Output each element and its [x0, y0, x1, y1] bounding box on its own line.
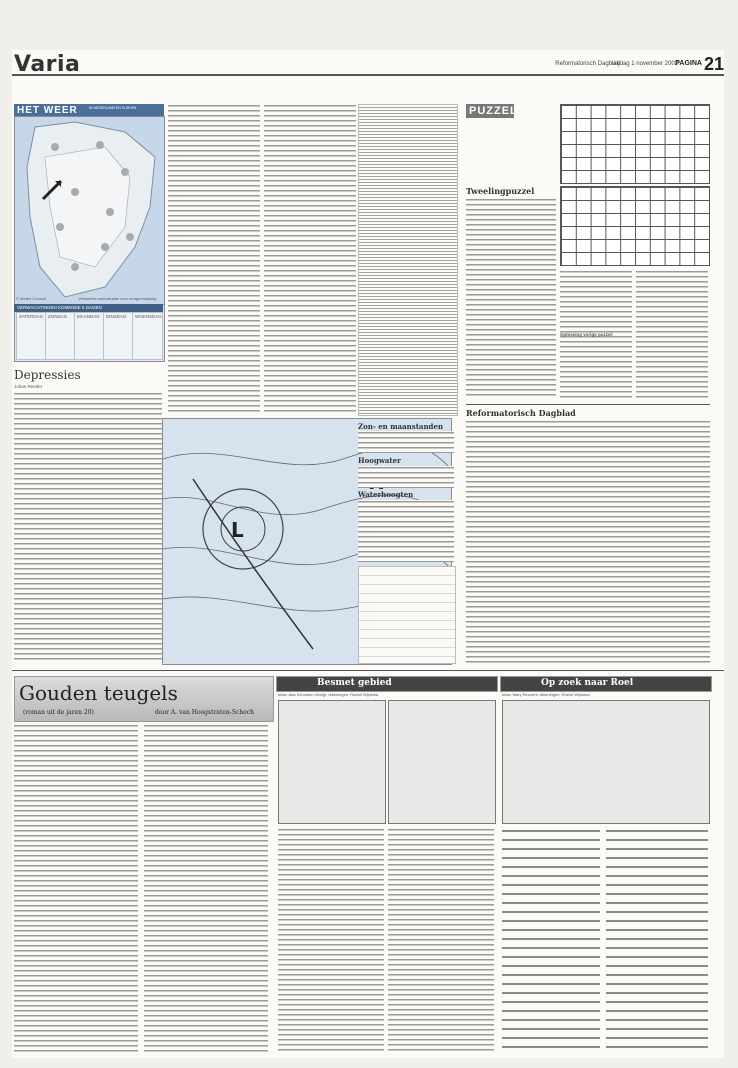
- map-credit: © Meteo Consult: [16, 296, 46, 301]
- besmet-gebied-banner: [276, 676, 498, 692]
- publication-name: Reformatorisch Dagblad: [555, 61, 620, 67]
- puzzle-banner: [466, 104, 518, 118]
- waterhoogten-title: Waterhoogten: [358, 490, 414, 499]
- page-label: PAGINA: [675, 60, 702, 67]
- weather-column-2: [264, 104, 356, 414]
- weather-column-1: [168, 104, 260, 414]
- gouden-teugels-title: Gouden teugels: [19, 681, 178, 705]
- forecast-day-label: ZATERDAG: [19, 314, 44, 319]
- netherlands-weather-map: [14, 116, 165, 305]
- weather-title: HET WEER: [17, 105, 78, 116]
- zon-title: Zon- en maanstanden: [358, 422, 443, 431]
- weather-legend: [358, 566, 456, 664]
- puzzle-grid-1: [560, 104, 710, 184]
- puzzle-clues-1: [466, 198, 556, 398]
- section-title: Varia: [14, 52, 81, 77]
- forecast-day: [132, 312, 163, 360]
- besmet-gebied-credits: tekst: Ada Schouten-Verrijp; tekeningen: Roelof Wijnsma: [278, 692, 379, 697]
- comic-panel-3: [502, 700, 710, 824]
- forecast-day-label: WOENSDAG: [135, 314, 162, 319]
- depressies-title: Depressies: [14, 368, 81, 382]
- besmet-gebied-title: Besmet gebied: [317, 678, 392, 688]
- zon-body: [358, 431, 454, 453]
- weather-header: [14, 104, 164, 116]
- puzzle-grid-2: [560, 186, 710, 266]
- op-zoek-col-1: [502, 828, 600, 1054]
- hoogwater-body: [358, 466, 454, 488]
- besmet-gebied-col-2: [388, 828, 494, 1054]
- depressies-body: [14, 392, 162, 662]
- colophon-body: [466, 420, 710, 664]
- op-zoek-credits: tekst: Mary Reuvers; tekeningen: Roelof Wijnsma: [502, 692, 590, 697]
- svg-text:L: L: [231, 518, 244, 542]
- colophon-title: Reformatorisch Dagblad: [466, 408, 576, 418]
- comic-panel-2: [388, 700, 496, 824]
- hoogwater-title: Hoogwater: [358, 456, 401, 465]
- op-zoek-col-2: [606, 828, 708, 1054]
- map-shape-icon: [15, 117, 164, 304]
- comic-panel-1: [278, 700, 386, 824]
- publication-date: vrijdag 1 november 2002: [611, 61, 678, 67]
- op-zoek-banner: [500, 676, 712, 692]
- gouden-teugels-author: door A. van Hoogstraten-Schoch: [155, 709, 254, 716]
- forecast-day: [45, 312, 75, 360]
- puzzle-name: Tweelingpuzzel: [466, 186, 535, 196]
- page-number: 21: [703, 54, 724, 74]
- puzzle-clues-3: [636, 270, 708, 398]
- waterhoogten-body: [358, 500, 454, 562]
- gouden-teugels-banner: [14, 676, 274, 722]
- forecast-day-label: MAANDAG: [77, 314, 100, 319]
- gouden-teugels-sub: (roman uit de jaren 20): [23, 709, 94, 716]
- colophon-rule: [466, 404, 710, 405]
- forecast-day-label: ZONDAG: [48, 314, 68, 319]
- forecast-day: [74, 312, 104, 360]
- forecast-header-label: VERWACHTINGEN KOMENDE 5 DAGEN: [17, 305, 102, 310]
- depressies-author: Johan Reeder: [14, 384, 43, 389]
- forecast-day: [16, 312, 46, 360]
- forecast-day-label: DINSDAG: [106, 314, 127, 319]
- bottom-rule: [12, 670, 724, 671]
- forecast-day: [103, 312, 133, 360]
- gouden-teugels-col-2: [144, 724, 268, 1054]
- forecast-header: [14, 304, 163, 312]
- map-note: Verwachte weersituatie voor morgenmiddag: [78, 296, 156, 301]
- op-zoek-title: Op zoek naar Roel: [541, 678, 634, 688]
- besmet-gebied-col-1: [278, 828, 384, 1054]
- puzzle-solution-label: Oplossing vorige puzzel:: [560, 332, 614, 337]
- gouden-teugels-col-1: [14, 724, 138, 1054]
- weather-subtitle: IN NEDERLAND EN EUROPA: [89, 106, 137, 110]
- europe-temperature-table: [358, 104, 458, 416]
- puzzle-title: PUZZEL: [469, 105, 518, 117]
